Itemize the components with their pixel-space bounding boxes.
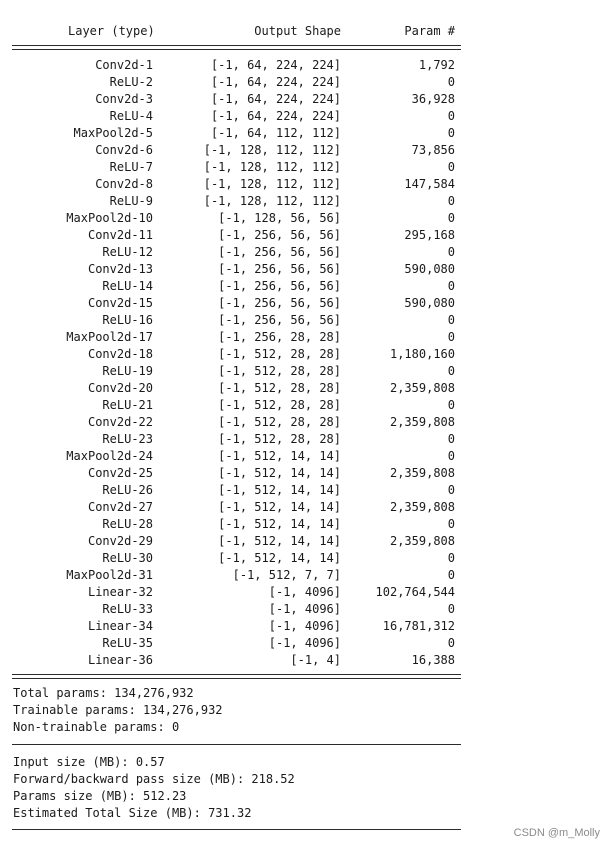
param-count: 0 [447,109,455,123]
param-count: 2,359,808 [389,415,455,429]
output-shape: [-1, 256, 56, 56] [218,313,341,327]
param-count: 0 [447,194,455,208]
param-count: 0 [447,398,455,412]
layer-name: Conv2d-11 [87,228,153,242]
layer-name: ReLU-30 [102,551,153,565]
param-count: 2,359,808 [389,500,455,514]
layer-name: Conv2d-29 [87,534,153,548]
layer-name: ReLU-7 [109,160,153,174]
output-shape: [-1, 256, 56, 56] [218,296,341,310]
layer-name: ReLU-28 [102,517,153,531]
output-shape: [-1, 512, 7, 7] [232,568,341,582]
output-shape: [-1, 512, 14, 14] [218,466,341,480]
output-shape: [-1, 128, 112, 112] [203,177,341,191]
output-shape: [-1, 256, 56, 56] [218,262,341,276]
non-trainable-params: Non-trainable params: 0 [13,720,180,734]
param-count: 0 [447,126,455,140]
output-shape: [-1, 512, 14, 14] [218,483,341,497]
layer-name: Conv2d-27 [87,500,153,514]
output-shape: [-1, 256, 56, 56] [218,228,341,242]
layer-name: ReLU-9 [109,194,153,208]
footer-divider [12,829,461,830]
output-shape: [-1, 64, 224, 224] [210,58,341,72]
output-shape: [-1, 512, 28, 28] [218,398,341,412]
input-size: Input size (MB): 0.57 [13,755,165,769]
layer-name: Conv2d-13 [87,262,153,276]
layer-name: Conv2d-3 [95,92,153,106]
layer-name: Conv2d-1 [95,58,153,72]
layer-name: Conv2d-20 [87,381,153,395]
param-count: 0 [447,211,455,225]
output-shape: [-1, 64, 224, 224] [210,109,341,123]
output-shape: [-1, 4] [290,653,341,667]
output-shape: [-1, 512, 28, 28] [218,364,341,378]
param-count: 0 [447,313,455,327]
output-shape: [-1, 256, 28, 28] [218,330,341,344]
header-divider-top [12,45,461,46]
total-params: Total params: 134,276,932 [13,686,194,700]
layer-name: MaxPool2d-24 [66,449,153,463]
output-shape: [-1, 4096] [268,602,341,616]
param-count: 0 [447,568,455,582]
output-shape: [-1, 64, 112, 112] [210,126,341,140]
output-shape: [-1, 64, 224, 224] [210,75,341,89]
param-count: 102,764,544 [375,585,455,599]
param-count: 590,080 [404,296,455,310]
header-layer: Layer (type) [68,24,155,38]
output-shape: [-1, 512, 14, 14] [218,534,341,548]
param-count: 1,792 [418,58,455,72]
param-count: 0 [447,432,455,446]
pass-size: Forward/backward pass size (MB): 218.52 [13,772,295,786]
param-count: 2,359,808 [389,534,455,548]
param-count: 0 [447,330,455,344]
param-count: 295,168 [404,228,455,242]
layer-name: Conv2d-15 [87,296,153,310]
layer-name: MaxPool2d-31 [66,568,153,582]
layer-name: Linear-34 [87,619,153,633]
output-shape: [-1, 512, 28, 28] [218,381,341,395]
layer-name: Conv2d-8 [95,177,153,191]
header-params: Param # [404,24,455,38]
header-divider-bottom [12,49,461,50]
param-count: 73,856 [411,143,455,157]
layer-name: Conv2d-22 [87,415,153,429]
table-divider-bottom [12,678,461,679]
param-count: 0 [447,517,455,531]
layer-name: ReLU-35 [102,636,153,650]
param-count: 0 [447,551,455,565]
param-count: 2,359,808 [389,466,455,480]
layer-name: MaxPool2d-17 [66,330,153,344]
layer-name: Linear-36 [87,653,153,667]
layer-name: ReLU-16 [102,313,153,327]
param-count: 36,928 [411,92,455,106]
param-count: 16,388 [411,653,455,667]
output-shape: [-1, 4096] [268,619,341,633]
param-count: 147,584 [404,177,455,191]
layer-name: MaxPool2d-10 [66,211,153,225]
output-shape: [-1, 64, 224, 224] [210,92,341,106]
param-count: 16,781,312 [382,619,455,633]
layer-name: ReLU-26 [102,483,153,497]
output-shape: [-1, 128, 56, 56] [218,211,341,225]
param-count: 590,080 [404,262,455,276]
output-shape: [-1, 512, 28, 28] [218,415,341,429]
output-shape: [-1, 4096] [268,585,341,599]
param-count: 0 [447,75,455,89]
layer-name: Conv2d-6 [95,143,153,157]
table-divider-top [12,674,461,675]
output-shape: [-1, 512, 14, 14] [218,449,341,463]
output-shape: [-1, 128, 112, 112] [203,160,341,174]
estimated-total-size: Estimated Total Size (MB): 731.32 [13,806,252,820]
param-count: 0 [447,160,455,174]
output-shape: [-1, 512, 14, 14] [218,500,341,514]
layer-name: Conv2d-18 [87,347,153,361]
output-shape: [-1, 512, 14, 14] [218,517,341,531]
param-count: 0 [447,364,455,378]
output-shape: [-1, 512, 28, 28] [218,347,341,361]
layer-name: MaxPool2d-5 [73,126,153,140]
output-shape: [-1, 256, 56, 56] [218,245,341,259]
layer-name: ReLU-19 [102,364,153,378]
param-count: 0 [447,602,455,616]
watermark: CSDN @m_Molly [513,827,600,839]
layer-name: ReLU-21 [102,398,153,412]
layer-name: ReLU-33 [102,602,153,616]
output-shape: [-1, 4096] [268,636,341,650]
output-shape: [-1, 128, 112, 112] [203,194,341,208]
layer-name: ReLU-2 [109,75,153,89]
param-count: 1,180,160 [389,347,455,361]
params-size: Params size (MB): 512.23 [13,789,187,803]
layer-name: ReLU-14 [102,279,153,293]
layer-name: ReLU-4 [109,109,153,123]
header-output-shape: Output Shape [254,24,341,38]
output-shape: [-1, 512, 14, 14] [218,551,341,565]
layer-name: Linear-32 [87,585,153,599]
trainable-params: Trainable params: 134,276,932 [13,703,223,717]
layer-name: ReLU-12 [102,245,153,259]
param-count: 0 [447,279,455,293]
param-count: 0 [447,483,455,497]
output-shape: [-1, 256, 56, 56] [218,279,341,293]
layer-name: Conv2d-25 [87,466,153,480]
param-count: 2,359,808 [389,381,455,395]
param-count: 0 [447,636,455,650]
param-count: 0 [447,245,455,259]
output-shape: [-1, 512, 28, 28] [218,432,341,446]
summary-divider [12,744,461,745]
output-shape: [-1, 128, 112, 112] [203,143,341,157]
layer-name: ReLU-23 [102,432,153,446]
param-count: 0 [447,449,455,463]
